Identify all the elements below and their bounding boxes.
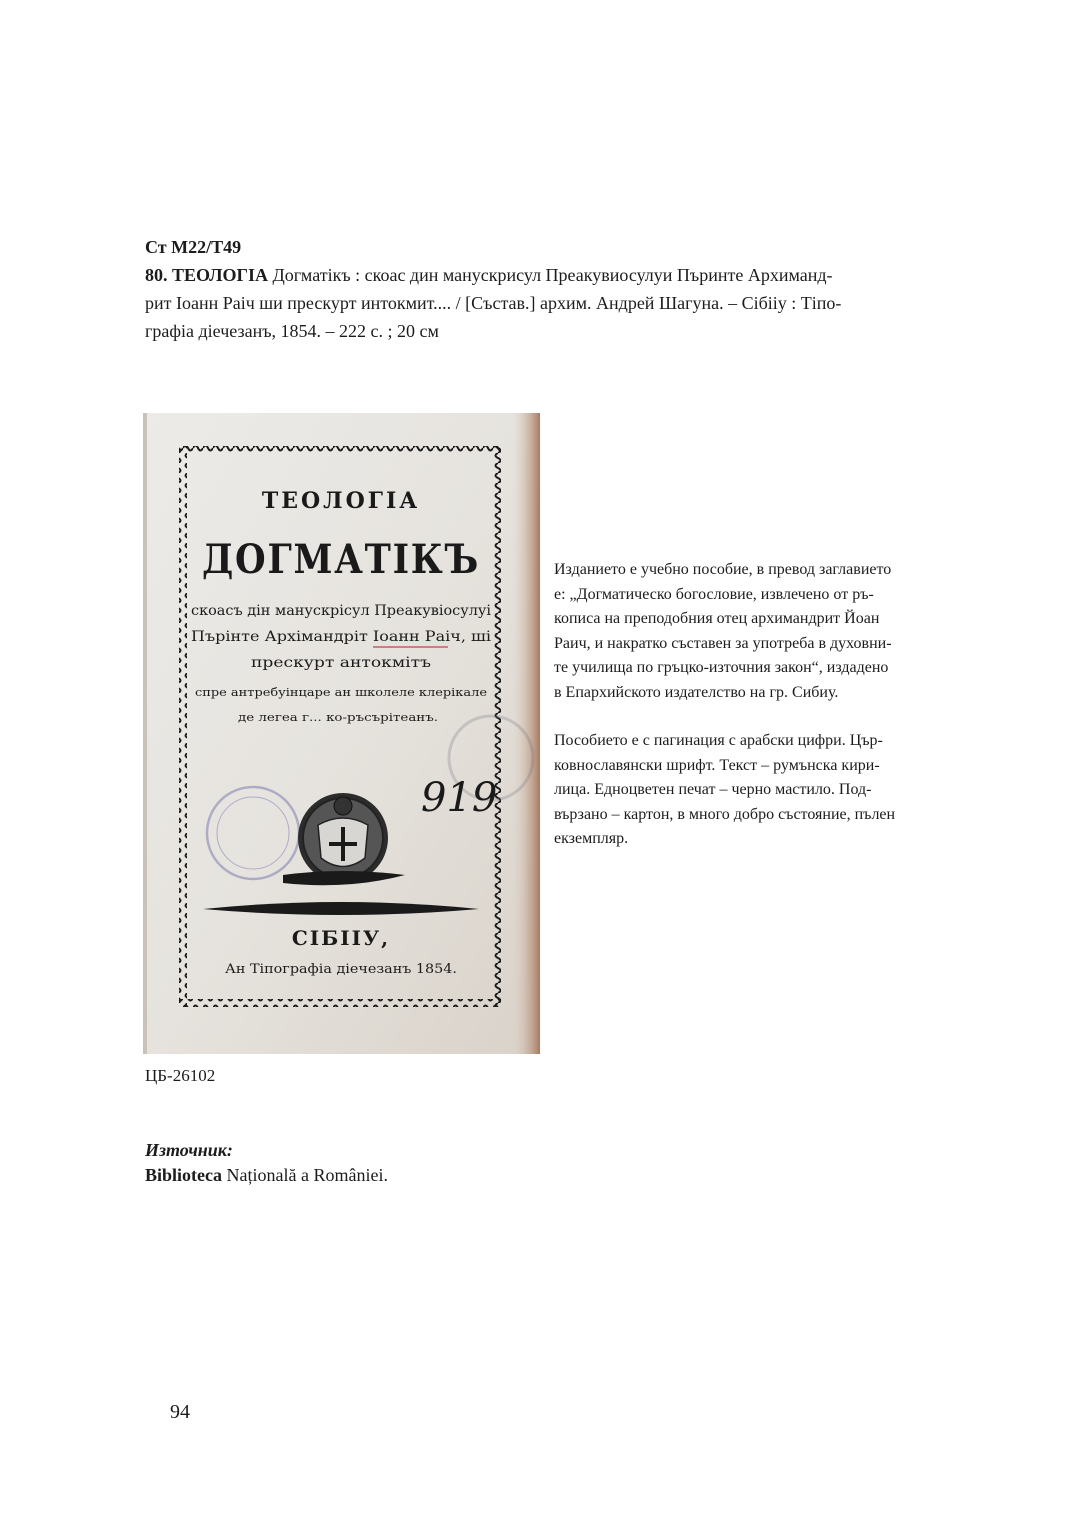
description-paragraph-2	[554, 729, 968, 852]
entry-line2: рит Іоанн Раіч ши прескурт интокмит.... / [Състав.] архим. Андрей Шагуна. – Сібііу : Тіпо-	[145, 293, 842, 313]
desc-p1-line: е: „Догматическо богословие, извлечено от ръ-	[554, 585, 874, 603]
desc-p2-line: Пособието е с пагинация с арабски цифри. Цър-	[554, 732, 883, 749]
description-paragraph-1	[554, 558, 968, 705]
cover-title-large: ДОГМАТІКЪ	[202, 536, 480, 583]
desc-p2-line: екземпляр.	[554, 830, 629, 847]
cover-line1: скоасъ дін манускрісул Преакувіосулуі	[191, 603, 492, 619]
cover-line3: прескурт антокмітъ	[251, 655, 432, 671]
desc-p1-line: кописа на преподобния отец архимандрит Йоан	[554, 610, 880, 627]
cover-line5: де легеа г... ко-ръсърітеанъ.	[238, 711, 438, 724]
source-bold: Biblioteca	[145, 1165, 222, 1185]
desc-p2-line: лица. Едноцветен печат – черно мастило. Под-	[554, 781, 872, 798]
description	[554, 558, 968, 852]
source-text	[145, 1162, 388, 1188]
desc-p2-line: ковнославянски шрифт. Текст – румънска кири-	[554, 756, 880, 774]
source-rest: Națională a României.	[222, 1165, 388, 1185]
cover-city: СІБІІУ,	[291, 926, 391, 950]
source-label: Източник:	[145, 1140, 233, 1160]
handwritten-number: 919	[421, 775, 498, 821]
cover-title-small: ТЕОЛОГІА	[261, 488, 421, 514]
cover-line2: Пърінте Архімандріт Іоанн Раіч, ші	[191, 629, 492, 645]
desc-p2-line: вързано – картон, в много добро състояние, пълен	[554, 805, 896, 823]
catalog-entry	[145, 261, 969, 345]
entry-number-title: 80. ТЕОЛОГІА	[145, 265, 268, 285]
cover-line4: спре антребуінцаре ан школеле клерікале	[195, 686, 487, 699]
book-cover-photo	[143, 413, 540, 1054]
call-number: ЦБ-26102	[145, 1066, 216, 1085]
page-number: 94	[170, 1401, 190, 1423]
entry-line1: Догматікъ : скоас дин манускрисул Преакувиосулуи Пъринте Архиманд-	[272, 265, 833, 285]
entry-line3: графіа діечезанъ, 1854. – 222 с. ; 20 см	[145, 321, 439, 341]
desc-p1-line: Изданието е учебно пособие, в превод заглавието	[554, 561, 892, 578]
desc-p1-line: Раич, и накратко съставен за употреба в духовни-	[554, 634, 892, 652]
cover-imprint: Ан Тіпографіа діечезанъ 1854.	[225, 962, 457, 977]
desc-p1-line: те училища по гръцко-източния закон“, издадено	[554, 659, 889, 676]
seal-emblem	[298, 793, 388, 883]
shelfmark: Ст М22/Т49	[145, 237, 242, 257]
desc-p1-line: в Епархийското издателство на гр. Сибиу.	[554, 683, 839, 701]
